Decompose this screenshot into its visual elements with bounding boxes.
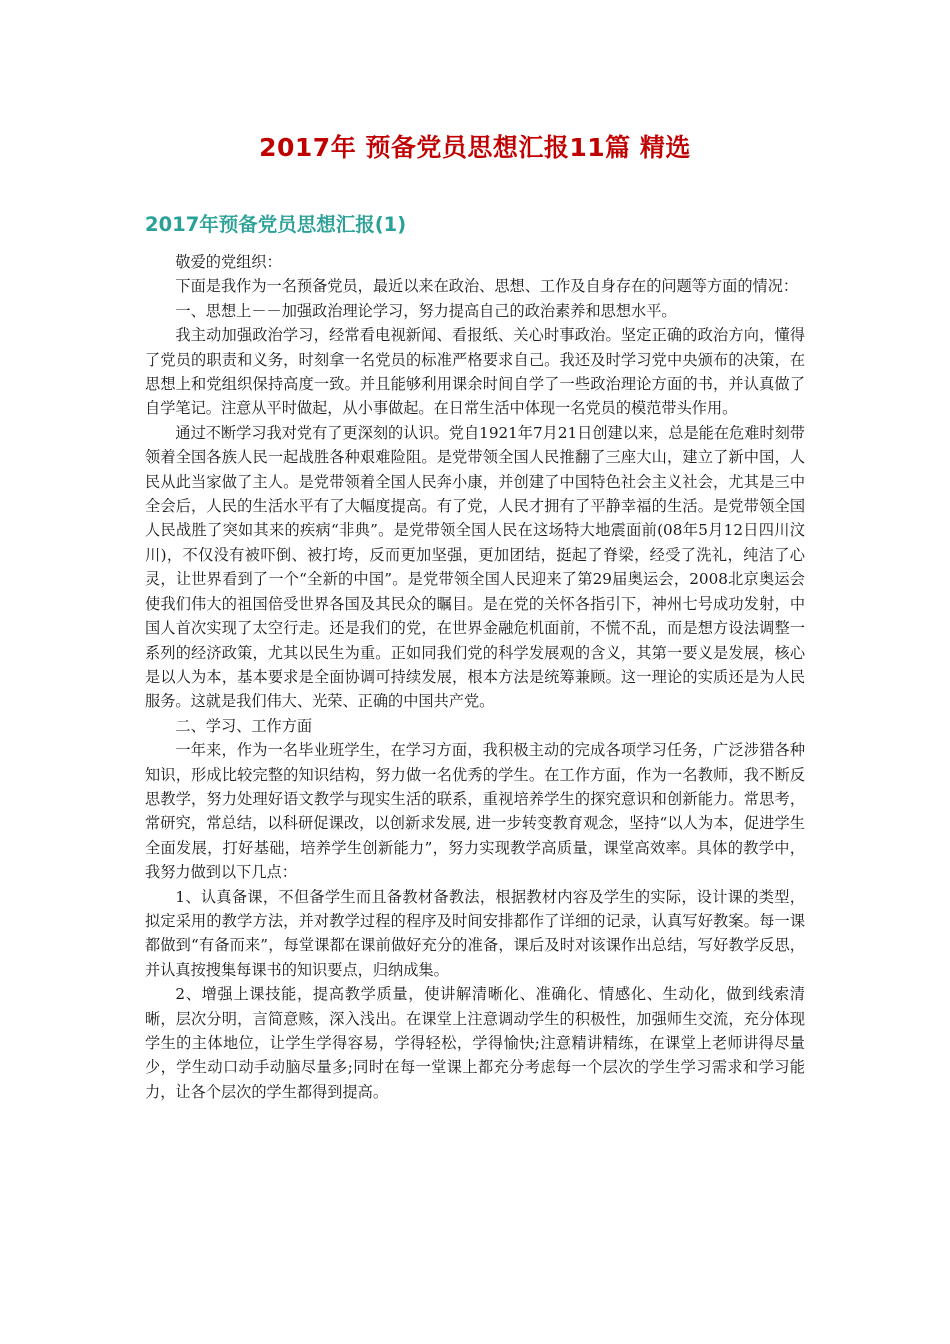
paragraph: 我主动加强政治学习，经常看电视新闻、看报纸、关心时事政治。坚定正确的政治方向，懂得了党员的职责和义务，时刻拿一名党员的标准严格要求自己。我还及时学习党中央颁布的决策，在思想上和党组织保持高度一致。并且能够利用课余时间自学了一些政治理论方面的书，并认真做了自学笔记。注意从平时做起，从小事做起。在日常生活中体现一名党员的模范带头作用。	[145, 326, 805, 418]
paragraph-salutation: 敬爱的党组织：	[175, 253, 282, 271]
document-title: 2017年 预备党员思想汇报11篇 精选	[259, 133, 691, 162]
paragraph-intro: 下面是我作为一名预备党员，最近以来在政治、思想、工作及自身存在的问题等方面的情况：	[175, 277, 799, 296]
paragraph-heading-1: 一、思想上－－加强政治理论学习，努力提高自己的政治素养和思想水平。	[175, 301, 677, 320]
paragraph-heading-2: 二、学习、工作方面	[175, 716, 313, 735]
document-body	[145, 250, 805, 1104]
paragraph: 一年来，作为一名毕业班学生，在学习方面，我积极主动的完成各项学习任务，广泛涉猎各种知识，形成比较完整的知识结构，努力做一名优秀的学生。在工作方面，作为一名教师，我不断反思教学，努力处理好语文教学与现实生活的联系，重视培养学生的探究意识和创新能力。常思考，常研究，常总结，以科研促课改，以创新求发展, 进一步转变教育观念，坚持“以人为本，促进学生全面发展，打好基础，培养学生创新能力”，努力实现教学高质量，课堂高效率。具体的教学中，我努力做到以下几点：	[145, 741, 805, 882]
paragraph: 1、认真备课，不但备学生而且备教材备教法，根据教材内容及学生的实际，设计课的类型，拟定采用的教学方法，并对教学过程的程序及时间安排都作了详细的记录，认真写好教案。每一课都做到“有备而来”，每堂课都在课前做好充分的准备，课后及时对该课作出总结，写好教学反思，并认真按搜集每课书的知识要点，归纳成集。	[145, 887, 805, 979]
section-title: 2017年预备党员思想汇报(1)	[145, 213, 407, 236]
paragraph: 2、增强上课技能，提高教学质量，使讲解清晰化、准确化、情感化、生动化，做到线索清晰，层次分明，言简意赅，深入浅出。在课堂上注意调动学生的积极性，加强师生交流，充分体现学生的主体地位，让学生学得容易，学得轻松，学得愉快;注意精讲精练，在课堂上老师讲得尽量少，学生动口动手动脑尽量多;同时在每一堂课上都充分考虑每一个层次的学生学习需求和学习能力，让各个层次的学生都得到提高。	[145, 985, 805, 1101]
paragraph: 通过不断学习我对党有了更深刻的认识。党自1921年7月21日创建以来，总是能在危难时刻带领着全国各族人民一起战胜各种艰难险阻。是党带领全国人民推翻了三座大山，建立了新中国，人民从此当家做了主人。是党带领着全国人民奔小康，并创建了中国特色社会主义社会，尤其是三中全会后，人民的生活水平有了大幅度提高。有了党，人民才拥有了平静幸福的生活。是党带领全国人民战胜了突如其来的疾病“非典”。是党带领全国人民在这场特大地震面前(08年5月12日四川汶川)，不仅没有被吓倒、被打垮，反而更加坚强，更加团结，挺起了脊梁，经受了洗礼，纯洁了心灵，让世界看到了一个“全新的中国”。是党带领全国人民迎来了第29届奥运会，2008北京奥运会使我们伟大的祖国倍受世界各国及其民众的瞩目。是在党的关怀各指引下，神州七号成功发射，中国人首次实现了太空行走。还是我们的党，在世界金融危机面前，不慌不乱，而是想方设法调整一系列的经济政策，尤其以民生为重。正如同我们党的科学发展观的含义，其第一要义是发展，核心是以人为本，基本要求是全面协调可持续发展，根本方法是统筹兼顾。这一理论的实质还是为人民服务。这就是我们伟大、光荣、正确的中国共产党。	[145, 423, 805, 711]
